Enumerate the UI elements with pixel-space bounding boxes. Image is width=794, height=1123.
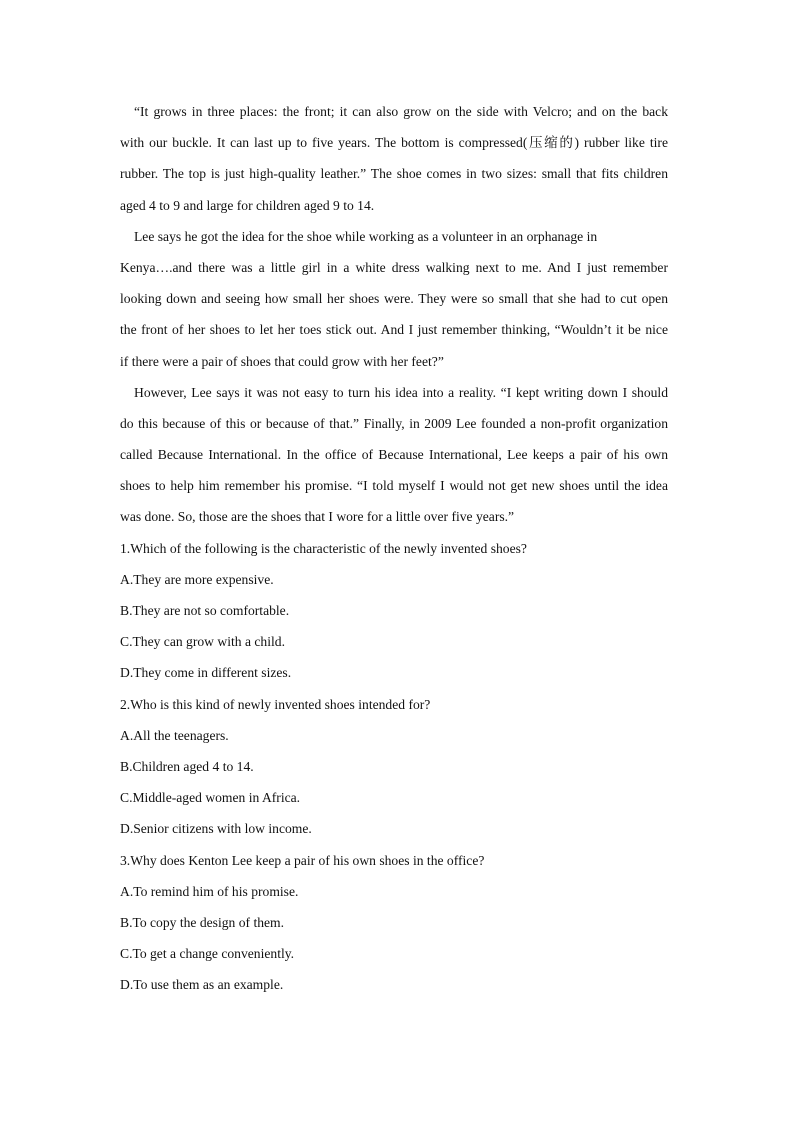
paragraph-line: the front of her shoes to let her toes stick out. And I just remember thinking, “Wouldn’t it be nice	[120, 322, 668, 338]
question-2	[120, 694, 668, 850]
answer-option-b: B.They are not so comfortable.	[120, 603, 290, 618]
answer-option-b: B.Children aged 4 to 14.	[120, 758, 254, 774]
paragraph-line: called Because International. In the office of Because International, Lee keeps a pair of his own	[120, 447, 668, 463]
paragraph-3	[120, 382, 668, 538]
paragraph-line: looking down and seeing how small her shoes were. They were so small that she had to cut open	[120, 291, 668, 307]
document-body	[120, 101, 668, 1005]
question-3	[120, 850, 668, 1006]
answer-option-a: A.All the teenagers.	[120, 727, 229, 743]
paragraph-line: Kenya….and there was a little girl in a white dress walking next to me. And I just remember	[120, 259, 668, 275]
paragraph-line: Lee says he got the idea for the shoe while working as a volunteer in an orphanage in	[134, 228, 598, 244]
answer-option-c: C.They can grow with a child.	[120, 634, 285, 650]
answer-option-d: D.They come in different sizes.	[120, 665, 292, 681]
paragraph-line: do this because of this or because of that.” Finally, in 2009 Lee founded a non-profit organization	[120, 415, 668, 431]
answer-option-c: C.To get a change conveniently.	[120, 946, 295, 962]
paragraph-line: “It grows in three places: the front; it can also grow on the side with Velcro; and on the back	[134, 104, 668, 119]
answer-option-c: C.Middle-aged women in Africa.	[120, 790, 301, 806]
paragraph-line: if there were a pair of shoes that could grow with her feet?”	[120, 353, 444, 369]
paragraph-2	[120, 226, 668, 382]
question-1	[120, 538, 668, 694]
paragraph-line: rubber. The top is just high-quality leather.” The shoe comes in two sizes: small that fits children	[120, 166, 668, 182]
question-stem: 2.Who is this kind of newly invented shoes intended for?	[120, 696, 431, 712]
answer-option-d: D.Senior citizens with low income.	[120, 821, 312, 837]
paragraph-line: However, Lee says it was not easy to turn his idea into a reality. “I kept writing down I should	[134, 384, 668, 400]
answer-option-a: A.They are more expensive.	[120, 571, 274, 587]
answer-option-d: D.To use them as an example.	[120, 977, 284, 993]
answer-option-a: A.To remind him of his promise.	[120, 883, 299, 899]
paragraph-line: with our buckle. It can last up to five years. The bottom is compressed(压缩的) rubber like tire	[120, 135, 668, 151]
paragraph-line: aged 4 to 9 and large for children aged 9 to 14.	[120, 197, 375, 213]
question-stem: 1.Which of the following is the characteristic of the newly invented shoes?	[120, 540, 527, 556]
paragraph-line: was done. So, those are the shoes that I wore for a little over five years.”	[120, 509, 515, 525]
paragraph-1	[120, 101, 668, 226]
answer-option-b: B.To copy the design of them.	[120, 914, 285, 930]
paragraph-line: shoes to help him remember his promise. “I told myself I would not get new shoes until the idea	[120, 478, 668, 494]
question-stem: 3.Why does Kenton Lee keep a pair of his own shoes in the office?	[120, 852, 485, 868]
